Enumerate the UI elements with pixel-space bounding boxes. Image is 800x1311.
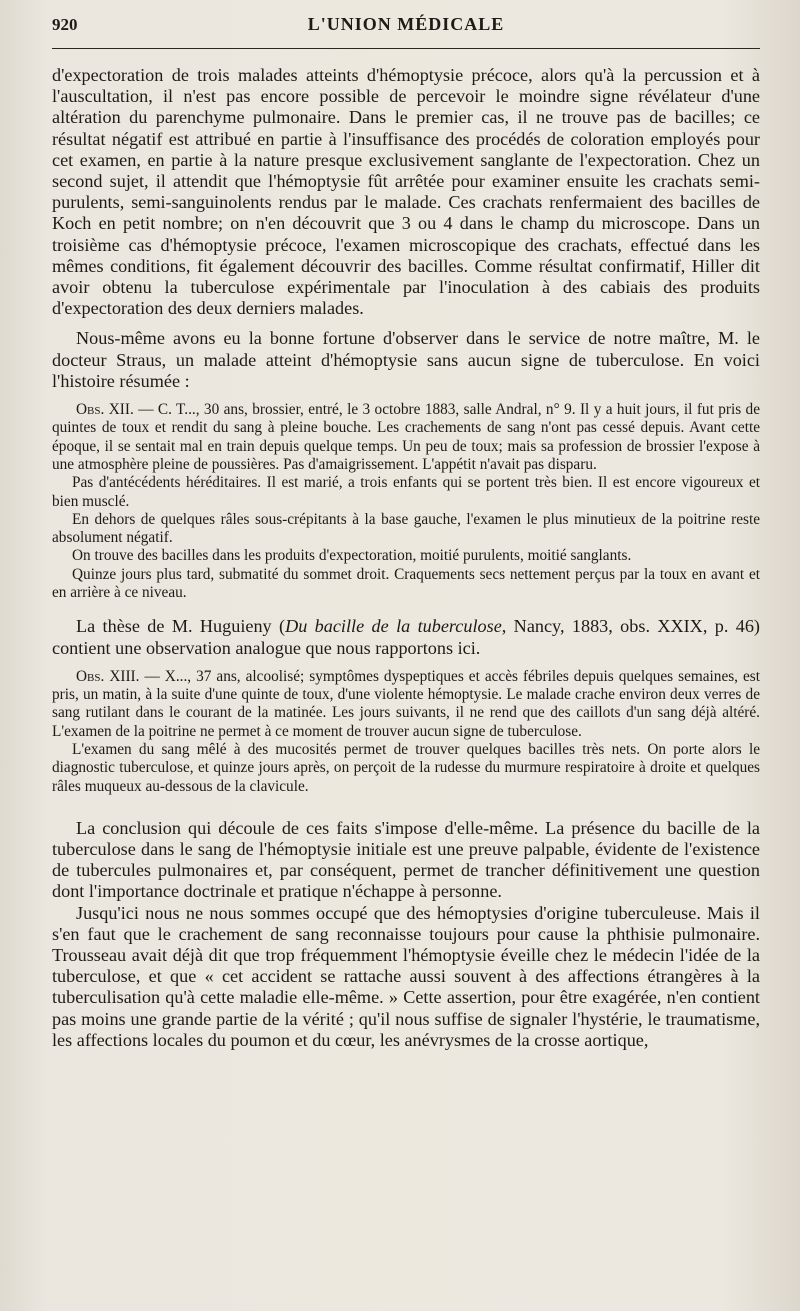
huguieny-thesis-title: Du bacille de la tuberculose	[285, 616, 502, 637]
observation-xii-p5: Quinze jours plus tard, submatité du sommet droit. Craquements secs nettement perçus par la toux en avant et en arrière à ce niveau.	[52, 565, 760, 602]
paragraph-straus-case: Nous-même avons eu la bonne fortune d'observer dans le service de notre maître, M. le docteur Straus, un malade atteint d'hémoptysie sans aucun signe de tuberculose. En voici l'histoire résumée :	[52, 328, 760, 391]
observation-xii-p4: On trouve des bacilles dans les produits d'expectoration, moitié purulents, moitié sanglants.	[72, 547, 632, 565]
running-title: L'UNION MÉDICALE	[307, 14, 505, 34]
paragraph-non-tuberculous: Jusqu'ici nous ne nous sommes occupé que des hémoptysies d'origine tuberculeuse. Mais il s'en faut que le crachement de sang reconnaisse toujours pour cause la phthisie pulmonaire. Trousseau avait déjà dit que trop fréquemment l'hémoptysie éveille chez le médecin l'idée de la tuberculose, et que « cet accident se rattache aussi souvent à des affections étrangères à la tuberculisation qu'à cette maladie elle-même. » Cette assertion, pour être exagérée, n'en contient pas moins une grande partie de la vérité ; qu'il nous suffise de signaler l'hystérie, le traumatisme, les affections locales du poumon et du cœur, les anévrysmes de la crosse aortique,	[52, 902, 760, 1050]
observation-xiii-p2: L'examen du sang mêlé à des mucosités permet de trouver quelques bacilles très nets. On porte alors le diagnostic tuberculose, et quinze jours après, on perçoit de la rudesse du murmure respiratoire à droite et quelques râles muqueux au-dessous de la clavicule.	[52, 740, 760, 795]
observation-xiii-p1	[52, 668, 760, 741]
observation-xiii-text: — X..., 37 ans, alcoolisé; symptômes dyspeptiques et accès fébriles depuis quelques semaines, est pris, un matin, à la suite d'une quinte de toux, d'une violente hémoptysie. Le malade crache environ deux verres de sang rutilant dans le courant de la matinée. Les jours suivants, il ne rend que des caillots d'un sang déjà altéré. L'examen de la poitrine ne permet à ce moment de trouver aucun signe de tuberculose.	[52, 667, 760, 740]
observation-xiii-label: Obs. XIII.	[76, 667, 140, 685]
paragraph-hiller-cases: d'expectoration de trois malades atteints d'hémoptysie précoce, alors qu'à la percussion et à l'auscultation, il n'est pas encore possible de percevoir le moindre signe révélateur d'une altération du parenchyme pulmonaire. Dans le premier cas, il ne trouve pas de bacilles; ce résultat négatif est attribué en partie à l'insuffisance des procédés de coloration employés pour cet examen, en partie à la nature presque exclusivement sanglante de l'expectoration. Chez un second sujet, il attendit que l'hémoptysie fût arrêtée pour examiner ensuite les crachats semi-purulents, semi-sanguinolents rendus par le malade. Ces crachats renfermaient des bacilles de Koch en petit nombre; on n'en découvrit que 3 ou 4 dans le champ du microscope. Dans un troisième cas d'hémoptysie précoce, l'examen microscopique des crachats, effectué dans les mêmes conditions, fit également découvrir des bacilles. Comme résultat confirmatif, Hiller dit avoir obtenu la tuberculose expérimentale par l'inoculation à des cabiais des produits d'expectoration des deux derniers malades.	[52, 65, 760, 319]
observation-xii-p3: En dehors de quelques râles sous-crépitants à la base gauche, l'examen le plus minutieux de la poitrine reste absolument négatif.	[52, 510, 760, 547]
observation-xii-p1	[52, 401, 760, 474]
huguieny-text-after: , Nancy, 1883, obs. XXIX, p. 46) contient une observation analogue que nous rapportons ici.	[52, 616, 760, 658]
paragraph-conclusion: La conclusion qui découle de ces faits s'impose d'elle-même. La présence du bacille de la tuberculose dans le sang de l'hémoptysie initiale est une preuve palpable, évidente de l'existence de tubercules pulmonaires et, par conséquent, permet de trancher définitivement une question dont l'importance doctrinale et pratique n'échappe à personne.	[52, 817, 760, 902]
observation-xii	[52, 401, 760, 602]
observation-xii-text: — C. T..., 30 ans, brossier, entré, le 3 octobre 1883, salle Andral, n° 9. Il y a huit jours, il fut pris de quintes de toux et rendit du sang à pleine bouche. Les crachements de sang n'ont pas cessé depuis. Avant cette époque, il se sentait mal en train depuis quelque temps. Un peu de toux; mais sa profession de brossier l'expose à une atmosphère pleine de poussières. Pas d'amaigrissement. L'appétit n'avait pas disparu.	[52, 401, 760, 473]
page-number: 920	[52, 15, 78, 34]
observation-xii-label: Obs. XII.	[76, 401, 134, 419]
observation-xii-p2: Pas d'antécédents héréditaires. Il est marié, a trois enfants qui se portent très bien. Il est encore vigoureux et bien musclé.	[52, 474, 760, 510]
huguieny-text-before: La thèse de M. Huguieny (	[76, 616, 286, 637]
paragraph-huguieny-thesis	[52, 616, 760, 658]
page-header	[52, 14, 760, 49]
observation-xiii	[52, 668, 760, 796]
